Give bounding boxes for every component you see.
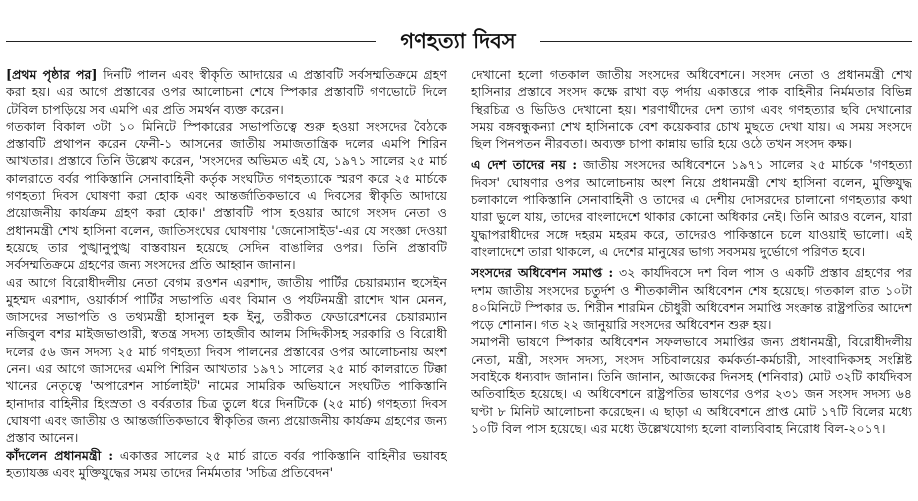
paragraph-lead: এ দেশ তাদের নয় : [471,157,577,173]
paragraph-text: গতকাল বিকাল ৩টা ১০ মিনিটে স্পিকারের সভাপতিত্বে শুরু হওয়া সংসদের বৈঠকে প্রস্তাবটি প্রথাপন করেন ফেনী-১ আসনের জাতীয় সমাজতান্ত্রিক দলের এমপি শিরিন আখতার। প্রস্তাবে তিনি উল্লেখ করেন, 'সংসদের অভিমত এই যে, ১৯৭১ সালের ২৫ মার্চ কালরাতে বর্বর পাকিস্তানি সেনাবাহিনী কর্তৃক সংঘটিত গণহত্যাকে স্মরণ করে ২৫ মার্চকে গণহত্যা দিবস ঘোষণা করা হোক এবং আন্তর্জাতিকভাবে এ দিবসের স্বীকৃতি আদায়ে প্রয়োজনীয় কার্যক্রম গ্রহণ করা হোক।' প্রস্তাবটি পাস হওয়ার আগে সংসদ নেতা ও প্রধানমন্ত্রী শেখ হাসিনা বলেন, জাতিসংঘের ঘোষণায় 'জেনোসাইড'-এর যে সংজ্ঞা দেওয়া হয়েছে তার পুঙ্খানুপুঙ্খ বাস্তবায়ন হয়েছে সেদিন বাঙালির ওপর। তিনি প্রস্তাবটি সর্বসম্মতিক্রমে গ্রহণের জন্য সংসদের প্রতি আহ্বান জানান। [6,118,447,273]
paragraph [471,333,912,437]
paragraph [471,156,912,260]
paragraph-text: ৩২ কার্যদিবসে দশ বিল পাস ও একটি প্রস্তাব গ্রহণের পর দশম জাতীয় সংসদের চতুর্দশ ও শীতকালীন অধিবেশন শেষ হয়েছে। গতকাল রাত ১০টা ৪০মিনিটে স্পিকার ড. শিরীন শারমিন চৌধুরী অধিবেশন সমাপ্তি সংক্রান্ত রাষ্ট্রপতির আদেশ পড়ে শোনান। গত ২২ জানুয়ারি সংসদের অধিবেশন শুরু হয়। [471,265,912,333]
paragraph [6,274,447,447]
paragraph-lead: সংসদের অধিবেশন সমাপ্ত : [471,265,614,281]
headline: গণহত্যা দিবস [400,29,516,53]
paragraph-lead: [প্রথম পৃষ্ঠার পর] [6,67,98,82]
paragraph [6,118,447,274]
paragraph-text: একাত্তর সালের ২৫ মার্চ রাতে বর্বর পাকিস্তানি বাহিনীর ভয়াবহ হত্যাযজ্ঞ এবং মুক্তিযুদ্ধের সময় তাদের নির্মমতার 'সচিত্র প্রতিবেদন' [6,447,447,480]
paragraph-text: এর আগে বিরোধীদলীয় নেতা বেগম রওশন এরশাদ, জাতীয় পার্টির চেয়ারম্যান হুসেইন মুহম্মদ এরশাদ, ওয়ার্কার্স পার্টির সভাপতি এবং বিমান ও পর্যটনমন্ত্রী রাশেদ খান মেনন, জাসদের সভাপতি ও তথ্যমন্ত্রী হাসানুল হক ইনু, তরীকত ফেডারেশনের চেয়ারম্যান নজিবুল বশর মাইজভাণ্ডারী, স্বতন্ত্র সদস্য তাহজীব আলম সিদ্দিকীসহ সরকারি ও বিরোধী দলের ৫৬ জন সদস্য ২৫ মার্চ গণহত্যা দিবস পালনের প্রস্তাবের ওপর আলোচনায় অংশ নেন। এর আগে জাসদের এমপি শিরিন আখতার ১৯৭১ সালের ২৫ মার্চ কালরাতে টিক্কা খানের নেতৃত্বে 'অপারেশন সার্চলাইট' নামের সামরিক অভিযানে সংঘটিত পাকিস্তানি হানাদার বাহিনীর হিংস্রতা ও বর্বরতার চিত্র তুলে ধরে দিনটিকে (২৫ মার্চ) গণহত্যা দিবস ঘোষণা এবং জাতীয় ও আন্তর্জাতিকভাবে স্বীকৃতির জন্য প্রয়োজনীয় কার্যক্রম গ্রহণের জন্য প্রস্তাব আনেন। [6,274,447,446]
paragraph [471,66,912,152]
column-left [6,66,447,498]
paragraph-text: দিনটি পালন এবং স্বীকৃতি আদায়ের এ প্রস্তাবটি সর্বসম্মতিক্রমে গ্রহণ করা হয়। এর আগে প্রস্তাবের ওপর আলোচনা শেষে স্পিকার প্রস্তাবটি গণভোটে দিলে টেবিল চাপড়িয়ে সব এমপি এর প্রতি সমর্থন ব্যক্ত করেন। [6,67,447,117]
paragraph-text: জাতীয় সংসদের অধিবেশনে ১৯৭১ সালের ২৫ মার্চকে 'গণহত্যা দিবস' ঘোষণার ওপর আলোচনায় অংশ নিয়ে প্রধানমন্ত্রী শেখ হাসিনা বলেন, মুক্তিযুদ্ধ চলাকালে পাকিস্তানি সেনাবাহিনী ও তাদের এ দেশীয় দোসরদের চালানো গণহত্যার কথা যারা ভুলে যায়, তাদের বাংলাদেশে থাকার কোনো অধিকার নেই। তিনি আরও বলেন, যারা যুদ্ধাপরাধীদের সঙ্গে দহরম মহরম করে, তাদেরও পাকিস্তানে চলে যাওয়াই ভালো। এই বাংলাদেশে তারা থাকলে, এ দেশের মানুষের ভাগ্য সবসময় দুর্ভোগে পরিণত হবে। [471,157,912,259]
column-right [471,66,912,498]
paragraph-text: সমাপনী ভাষণে স্পিকার অধিবেশন সফলভাবে সমাপ্তির জন্য প্রধানমন্ত্রী, বিরোধীদলীয় নেতা, মন্ত্রী, সংসদ সদস্য, সংসদ সচিবালয়ের কর্মকর্তা-কর্মচারী, সাংবাদিকসহ সংশ্লিষ্ট সবাইকে ধন্যবাদ জানান। তিনি জানান, আজকের দিনসহ (শনিবার) মোট ৩২টি কার্যদিবস অতিবাহিত হয়েছে। এ অধিবেশনে রাষ্ট্রপতির ভাষণের ওপর ২৩১ জন সংসদ সদস্য ৬৪ ঘণ্টা ৮ মিনিট আলোচনা করেছেন। এ ছাড়া এ অধিবেশনে প্রাপ্ত মোট ১৭টি বিলের মধ্যে ১০টি বিল পাস হয়েছে। এর মধ্যে উল্লেখযোগ্য হলো বাল্যবিবাহ নিরোধ বিল-২০১৭। [471,334,912,436]
article-body [6,66,912,498]
headline-rule-left [6,41,376,42]
headline-bar [0,24,918,58]
headline-rule-right [540,41,912,42]
paragraph-lead: কাঁদলেন প্রধানমন্ত্রী : [6,447,114,463]
paragraph [6,447,447,482]
paragraph-text: দেখানো হলো গতকাল জাতীয় সংসদের অধিবেশনে। সংসদ নেতা ও প্রধানমন্ত্রী শেখ হাসিনার প্রস্তাবে সংসদ কক্ষে রাখা বড় পর্দায় একাত্তরে পাক বাহিনীর নির্মমতার বিভিন্ন স্থিরচিত্র ও ভিডিও দেখানো হয়। শরণার্থীদের দেশ ত্যাগ এবং গণহত্যার ছবি দেখানোর সময় বঙ্গবন্ধুকন্যা শেখ হাসিনাকে বেশ কয়েকবার চোখ মুছতে দেখা যায়। এ সময় সংসদে ছিল পিনপতন নীরবতা। অব্যক্ত চাপা কান্নায় ভারি হয়ে ওঠে তখন সংসদ কক্ষ। [471,67,912,152]
paragraph [471,264,912,333]
paragraph [6,66,447,118]
